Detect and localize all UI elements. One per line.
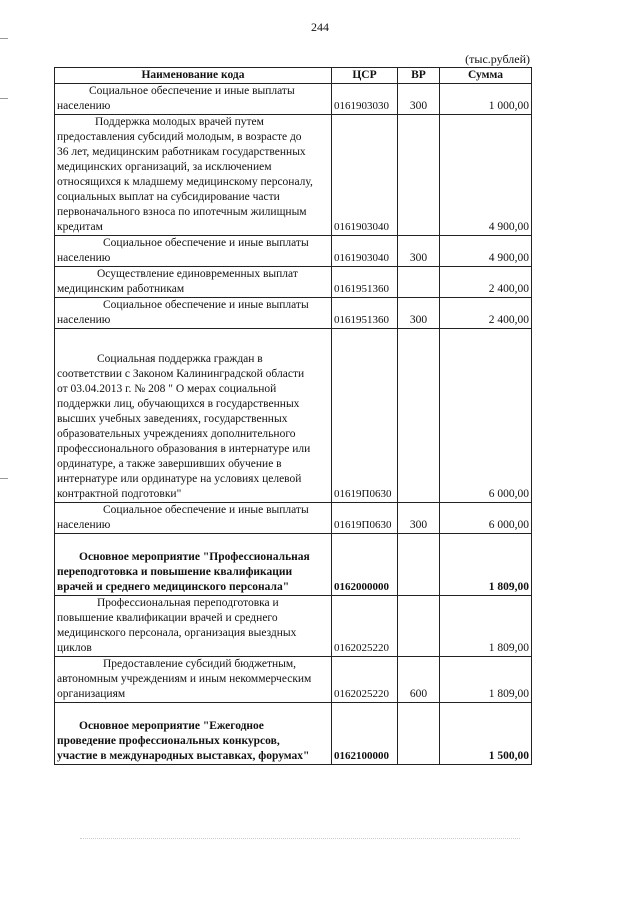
row-sum: 6 000,00 [440, 329, 532, 503]
row-name-line: Социальная поддержка граждан в [97, 353, 263, 365]
table-row [55, 84, 532, 115]
row-name-line: социальных выплат на субсидирование части [57, 191, 280, 203]
table-row [55, 503, 532, 534]
row-name-line: профессионального образования в интернатуре или [57, 443, 311, 455]
row-name-line: контрактной подготовки" [57, 488, 182, 500]
row-name [55, 657, 332, 703]
header-vr: ВР [398, 68, 440, 84]
row-name-line: населению [57, 252, 111, 264]
budget-table [54, 67, 532, 765]
row-csr: 0161951360 [332, 267, 398, 298]
row-name-line: Профессиональная переподготовка и [97, 597, 279, 609]
row-vr [398, 534, 440, 596]
table-row [55, 236, 532, 267]
scan-margin-mark [0, 98, 8, 99]
row-name-line: Социальное обеспечение и иные выплаты [103, 299, 309, 311]
row-csr: 0162025220 [332, 657, 398, 703]
row-name [55, 703, 332, 765]
row-sum: 2 400,00 [440, 267, 532, 298]
row-csr: 0162100000 [332, 703, 398, 765]
row-name-line: предоставления субсидий молодым, в возрасте до [57, 131, 302, 143]
table-row [55, 298, 532, 329]
page-number: 244 [311, 20, 329, 34]
row-name-line: Социальное обеспечение и иные выплаты [103, 237, 309, 249]
row-name-line: поддержки лиц, обучающихся в государственных [57, 398, 300, 410]
row-csr: 01619П0630 [332, 329, 398, 503]
row-name [55, 236, 332, 267]
scan-artifact [80, 838, 520, 839]
row-name-line: автономным учреждениям и иным некоммерческим [57, 673, 312, 685]
row-sum: 1 809,00 [440, 596, 532, 657]
table-row [55, 703, 532, 765]
table-row [55, 267, 532, 298]
row-name [55, 329, 332, 503]
header-sum: Сумма [440, 68, 532, 84]
row-csr: 0162000000 [332, 534, 398, 596]
row-name-line: организациям [57, 688, 126, 700]
row-name-line: проведение профессиональных конкурсов, [57, 735, 280, 747]
table-row [55, 596, 532, 657]
row-vr: 300 [398, 503, 440, 534]
row-name [55, 267, 332, 298]
row-csr: 0161903030 [332, 84, 398, 115]
row-vr [398, 596, 440, 657]
row-name-line: медицинского персонала, организация выездных [57, 627, 297, 639]
row-sum: 1 809,00 [440, 657, 532, 703]
row-name-line: участие в международных выставках, форумах" [57, 750, 310, 762]
row-name-line: повышение квалификации врачей и среднего [57, 612, 278, 624]
row-vr [398, 329, 440, 503]
row-name-line: переподготовка и повышение квалификации [57, 566, 293, 578]
row-sum: 2 400,00 [440, 298, 532, 329]
row-sum: 1 500,00 [440, 703, 532, 765]
row-name-line: врачей и среднего медицинского персонала" [57, 581, 290, 593]
header-name: Наименование кода [55, 68, 332, 84]
row-name-line: Основное мероприятие "Профессиональная [79, 551, 310, 563]
row-name-line: медицинским работникам [57, 283, 185, 295]
units-label: (тыс.рублей) [465, 52, 530, 66]
row-csr: 01619П0630 [332, 503, 398, 534]
row-name-line: кредитам [57, 221, 103, 233]
table-body [55, 84, 532, 765]
row-csr: 0161903040 [332, 115, 398, 236]
row-vr: 300 [398, 236, 440, 267]
row-sum: 1 000,00 [440, 84, 532, 115]
row-name-line: циклов [57, 642, 92, 654]
row-name-line: населению [57, 100, 111, 112]
row-name [55, 115, 332, 236]
scan-margin-mark [0, 478, 8, 479]
row-csr: 0162025220 [332, 596, 398, 657]
row-name-line: ординатуре, а также завершивших обучение в [57, 458, 282, 470]
row-name-line: Основное мероприятие "Ежегодное [79, 720, 264, 732]
row-sum: 6 000,00 [440, 503, 532, 534]
row-csr: 0161951360 [332, 298, 398, 329]
row-name-line: Социальное обеспечение и иные выплаты [103, 504, 309, 516]
scan-margin-mark [0, 38, 8, 39]
row-name-line: высших учебных заведениях, государственных [57, 413, 288, 425]
row-name-line: населению [57, 314, 111, 326]
row-name-line: 36 лет, медицинским работникам государственных [57, 146, 306, 158]
row-name-line: от 03.04.2013 г. № 208 " О мерах социальной [57, 383, 277, 395]
row-name-line: соответствии с Законом Калининградской области [57, 368, 305, 380]
table-row [55, 329, 532, 503]
row-vr: 600 [398, 657, 440, 703]
row-vr [398, 703, 440, 765]
row-name [55, 503, 332, 534]
row-name [55, 534, 332, 596]
row-sum: 1 809,00 [440, 534, 532, 596]
row-name-line: интернатуре или ординатуре на условиях целевой [57, 473, 302, 485]
row-name [55, 84, 332, 115]
row-name-line: населению [57, 519, 111, 531]
row-vr [398, 267, 440, 298]
row-name-line: Осуществление единовременных выплат [97, 268, 298, 280]
row-name-line: Поддержка молодых врачей путем [95, 116, 264, 128]
table-row [55, 657, 532, 703]
row-name-line: образовательных учреждениях дополнительного [57, 428, 296, 440]
row-vr [398, 115, 440, 236]
row-sum: 4 900,00 [440, 236, 532, 267]
row-name-line: медицинских организаций, за исключением [57, 161, 272, 173]
table-header-row [55, 68, 532, 84]
row-name-line: Социальное обеспечение и иные выплаты [89, 85, 295, 97]
row-name-line: относящихся к младшему медицинскому персоналу, [57, 176, 313, 188]
row-vr: 300 [398, 298, 440, 329]
row-vr: 300 [398, 84, 440, 115]
row-sum: 4 900,00 [440, 115, 532, 236]
row-csr: 0161903040 [332, 236, 398, 267]
row-name [55, 298, 332, 329]
table-row [55, 534, 532, 596]
row-name-line: первоначального взноса по ипотечным жилищным [57, 206, 307, 218]
table-row [55, 115, 532, 236]
row-name [55, 596, 332, 657]
header-csr: ЦСР [332, 68, 398, 84]
row-name-line: Предоставление субсидий бюджетным, [103, 658, 297, 670]
